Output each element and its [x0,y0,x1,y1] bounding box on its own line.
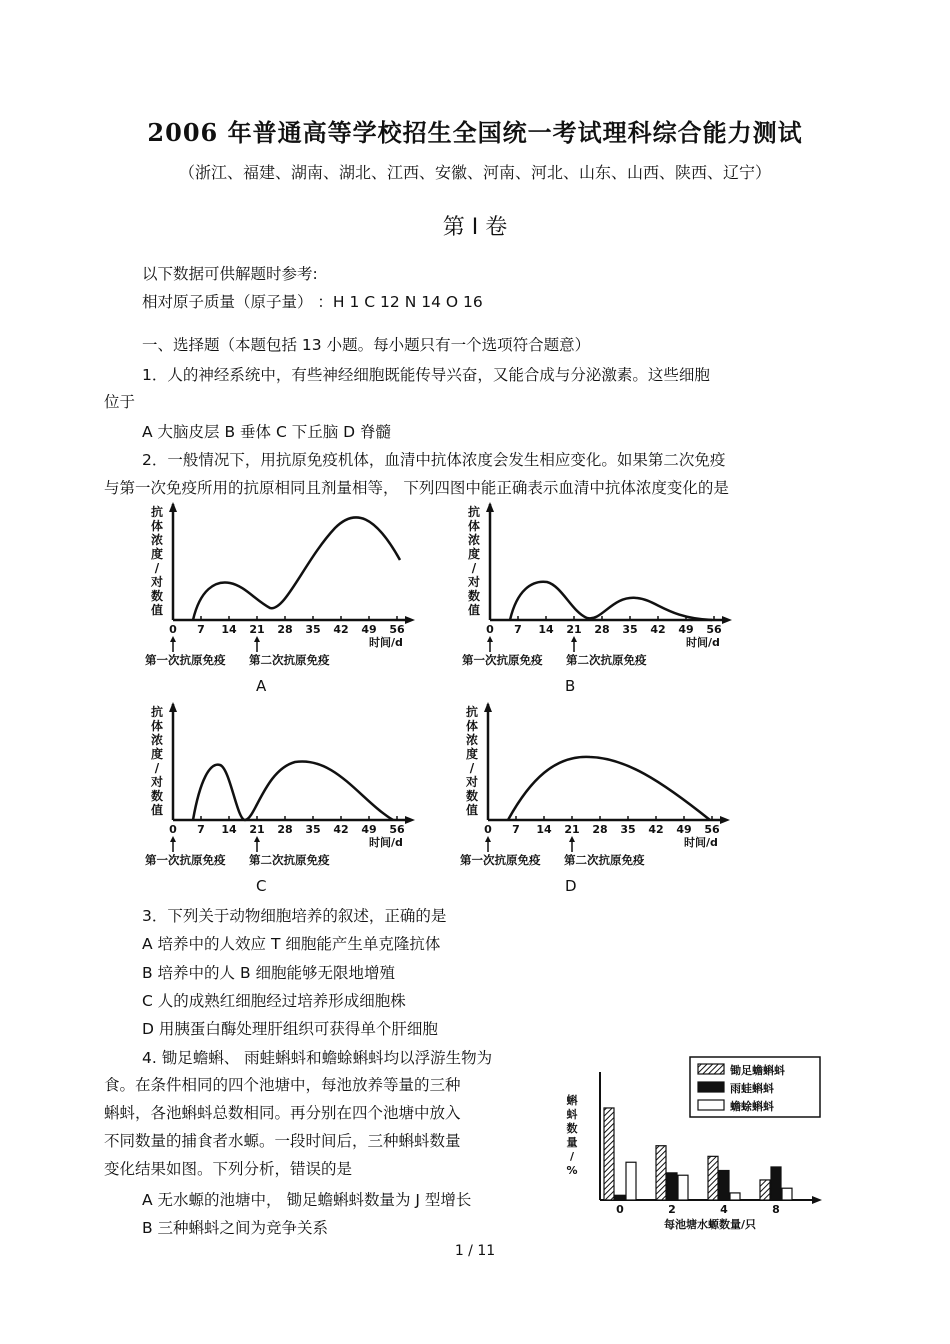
x-tick-label: 0 [486,623,494,636]
legend-swatch [698,1064,724,1074]
y-axis-label-char: % [566,1164,578,1177]
graph-b-letter: B [565,677,576,695]
x-axis-arrow [405,816,415,824]
x-axis-unit: 时间/d [369,636,403,649]
x-tick-label: 56 [706,623,722,636]
q4-option-b: B 三种蝌蚪之间为竞争关系 [142,1219,329,1237]
bar-2 [615,1195,625,1200]
antibody-curve [510,582,712,620]
x-tick-label: 14 [538,623,554,636]
arrow-head [170,836,176,842]
bar-3 [678,1175,688,1200]
page-number: 1 / 11 [454,1243,496,1259]
x-tick-label: 28 [592,823,608,836]
x-tick-label: 21 [564,823,580,836]
y-axis-label-char: 值 [150,803,164,817]
y-axis-label-char: 蚪 [566,1108,578,1121]
y-axis-arrow [484,702,492,712]
x-tick-label: 42 [650,623,666,636]
y-axis-label-char: 抗 [467,505,481,519]
graph-a [145,500,445,672]
graph-c-letter: C [256,877,267,895]
x-tick-label: 49 [361,823,377,836]
graph-b [462,500,762,672]
q3-option-a: A 培养中的人效应 T 细胞能产生单克隆抗体 [142,935,441,953]
x-tick-label: 14 [221,623,237,636]
q1-stem-1: 1．人的神经系统中，有些神经细胞既能传导兴奋，又能合成与分泌激素。这些细胞 [142,366,710,384]
x-axis-unit: 时间/d [686,636,720,649]
x-tick-label: 0 [169,623,177,636]
q4-option-a: A 无水螈的池塘中， 锄足蟾蝌蚪数量为 J 型增长 [142,1191,472,1209]
page-subtitle: （浙江、福建、湖南、湖北、江西、安徽、河南、河北、山东、山西、陕西、辽宁） [178,163,771,182]
legend-swatch [698,1082,724,1092]
x-tick-label: 7 [514,623,522,636]
y-axis-label-char: / [469,761,475,775]
bar-2 [667,1173,677,1200]
antibody-graph-svg [460,700,760,872]
q4-line-5: 变化结果如图。下列分析，错误的是 [104,1160,353,1178]
section-heading: 一、选择题（本题包括 13 小题。每小题只有一个选项符合题意） [142,336,591,354]
y-axis-label-char: / [569,1150,575,1163]
bar-chart-svg [560,1052,840,1232]
y-axis-label-char: 体 [150,519,164,533]
y-axis-label-char: / [471,561,477,575]
y-axis-label-char: 体 [465,719,479,733]
graph-d-letter: D [565,877,577,895]
q3-option-d: D 用胰蛋白酶处理肝组织可获得单个肝细胞 [142,1020,438,1038]
x-tick-label: 0 [616,1203,624,1216]
q3-stem: 3．下列关于动物细胞培养的叙述，正确的是 [142,907,447,925]
q4-line-1: 4. 锄足蟾蝌、 雨蛙蝌蚪和蟾蜍蝌蚪均以浮游生物为 [142,1049,493,1067]
x-tick-label: 4 [720,1203,728,1216]
q2-stem-1: 2．一般情况下，用抗原免疫机体，血清中抗体浓度会发生相应变化。如果第二次免疫 [142,451,726,469]
y-axis-label-char: 对 [150,575,164,589]
legend-label: 雨蛙蝌蚪 [730,1082,774,1095]
q3-option-b: B 培养中的人 B 细胞能够无限地增殖 [142,964,396,982]
intro-line-1: 以下数据可供解题时参考: [142,265,318,283]
page-title: 2006 年普通高等学校招生全国统一考试理科综合能力测试 [147,118,803,147]
legend-label: 锄足蟾蝌蚪 [730,1064,785,1077]
graph-a-letter: A [256,677,267,695]
x-tick-label: 56 [389,823,405,836]
q3-option-c: C 人的成熟红细胞经过培养形成细胞株 [142,992,406,1010]
antibody-graph-svg [145,500,445,672]
x-tick-label: 7 [512,823,520,836]
x-axis-arrow [812,1196,822,1204]
bar-2 [719,1171,729,1201]
intro-line-2: 相对原子质量（原子量） ：H 1 C 12 N 14 O 16 [142,293,483,311]
x-axis-unit: 时间/d [684,836,718,849]
y-axis-label-char: 蝌 [566,1094,578,1107]
y-axis-label-char: 度 [467,547,481,561]
x-tick-label: 28 [277,623,293,636]
q4-line-4: 不同数量的捕食者水螈。一段时间后，三种蝌蚪数量 [104,1132,461,1150]
first-immunization-label: 第一次抗原免疫 [462,653,543,667]
y-axis-label-char: 体 [467,519,481,533]
bar-3 [730,1193,740,1200]
q4-line-2: 食。在条件相同的四个池塘中，每池放养等量的三种 [104,1076,461,1094]
bar-1 [708,1156,718,1200]
q1-stem-2: 位于 [104,393,136,411]
bar-1 [760,1180,770,1200]
x-tick-label: 14 [221,823,237,836]
arrow-head [254,636,260,642]
y-axis-label-char: 抗 [150,705,164,719]
y-axis-label-char: 抗 [465,705,479,719]
y-axis-label-char: 对 [150,775,164,789]
antibody-graph-svg [145,700,445,872]
x-axis-unit: 时间/d [369,836,403,849]
legend-label: 蟾蜍蝌蚪 [730,1100,774,1113]
y-axis-label-char: 体 [150,719,164,733]
first-immunization-label: 第一次抗原免疫 [460,853,541,867]
x-tick-label: 28 [594,623,610,636]
bar-1 [656,1146,666,1200]
y-axis-label-char: 度 [150,547,164,561]
x-tick-label: 0 [484,823,492,836]
x-tick-label: 49 [678,623,694,636]
second-immunization-label: 第二次抗原免疫 [249,653,330,667]
y-axis-label-char: 对 [467,575,481,589]
graph-d [460,700,760,872]
bar-3 [626,1162,636,1200]
x-tick-label: 35 [305,823,321,836]
y-axis-label-char: 数 [566,1122,578,1135]
second-immunization-label: 第二次抗原免疫 [249,853,330,867]
y-axis-label-char: 浓 [465,733,479,747]
x-tick-label: 21 [566,623,582,636]
y-axis-label-char: 数 [150,589,164,603]
x-axis-arrow [405,616,415,624]
x-tick-label: 56 [704,823,720,836]
y-axis-label-char: / [154,761,160,775]
y-axis-label-char: 浓 [467,533,481,547]
antibody-curve [193,761,393,820]
x-tick-label: 14 [536,823,552,836]
tadpole-bar-chart [560,1052,840,1232]
y-axis-label-char: 对 [465,775,479,789]
x-axis-arrow [722,616,732,624]
x-tick-label: 42 [648,823,664,836]
first-immunization-label: 第一次抗原免疫 [145,653,226,667]
x-tick-label: 8 [772,1203,780,1216]
x-tick-label: 35 [622,623,638,636]
x-tick-label: 35 [305,623,321,636]
y-axis-arrow [169,702,177,712]
y-axis-label-char: 度 [465,747,479,761]
arrow-head [569,836,575,842]
arrow-head [254,836,260,842]
y-axis-arrow [486,502,494,512]
volume-heading: 第 I 卷 [442,215,508,240]
y-axis-label-char: 数 [467,589,481,603]
x-tick-label: 0 [169,823,177,836]
arrow-head [170,636,176,642]
second-immunization-label: 第二次抗原免疫 [566,653,647,667]
q4-line-3: 蝌蚪，各池蝌蚪总数相同。再分别在四个池塘中放入 [104,1104,461,1122]
x-tick-label: 49 [361,623,377,636]
antibody-curve [193,517,400,620]
x-tick-label: 21 [249,823,265,836]
y-axis-label-char: 值 [467,603,481,617]
y-axis-label-char: 值 [465,803,479,817]
x-tick-label: 7 [197,623,205,636]
x-axis-arrow [720,816,730,824]
y-axis-label-char: 度 [150,747,164,761]
y-axis-label-char: 抗 [150,505,164,519]
bar-3 [782,1188,792,1200]
legend-swatch [698,1100,724,1110]
graph-c [145,700,445,872]
second-immunization-label: 第二次抗原免疫 [564,853,645,867]
y-axis-label-char: 量 [566,1136,578,1149]
y-axis-label-char: 浓 [150,533,164,547]
x-tick-label: 7 [197,823,205,836]
bar-2 [771,1167,781,1200]
antibody-graph-svg [462,500,762,672]
y-axis-label-char: 数 [465,789,479,803]
x-tick-label: 28 [277,823,293,836]
x-tick-label: 2 [668,1203,676,1216]
q1-options: A 大脑皮层 B 垂体 C 下丘脑 D 脊髓 [142,423,391,441]
antibody-curve [508,757,710,820]
arrow-head [487,636,493,642]
x-tick-label: 42 [333,623,349,636]
y-axis-label-char: 值 [150,603,164,617]
x-tick-label: 56 [389,623,405,636]
y-axis-arrow [169,502,177,512]
x-tick-label: 42 [333,823,349,836]
y-axis-label-char: 数 [150,789,164,803]
arrow-head [571,636,577,642]
x-tick-label: 35 [620,823,636,836]
arrow-head [485,836,491,842]
q2-stem-2: 与第一次免疫所用的抗原相同且剂量相等， 下列四图中能正确表示血清中抗体浓度变化的是 [104,479,729,497]
x-tick-label: 49 [676,823,692,836]
y-axis-label-char: 浓 [150,733,164,747]
y-axis-label-char: / [154,561,160,575]
first-immunization-label: 第一次抗原免疫 [145,853,226,867]
x-tick-label: 21 [249,623,265,636]
x-axis-label: 每池塘水螈数量/只 [663,1218,757,1231]
bar-1 [604,1108,614,1200]
